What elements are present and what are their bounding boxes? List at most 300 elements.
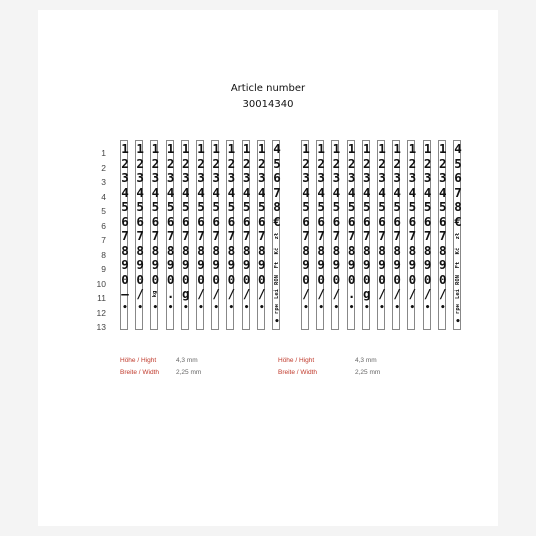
strip-character: 0	[182, 271, 190, 287]
strip-character: 9	[332, 257, 341, 272]
type-strip	[301, 140, 309, 330]
strip-character: 0	[227, 271, 236, 287]
strip-character: 6	[197, 213, 205, 229]
strip-character: 0	[317, 271, 325, 287]
strip-character: 9	[197, 257, 205, 272]
strip-character	[181, 316, 191, 330]
strip-character: 8	[439, 242, 447, 258]
strip-character: /	[439, 286, 447, 301]
spec-label: Breite / Width	[278, 369, 318, 376]
strip-character: 2	[408, 155, 417, 171]
type-strip	[226, 140, 234, 330]
strip-character: /	[212, 286, 220, 301]
strip-character	[438, 316, 448, 330]
strip-character: 3	[378, 170, 386, 185]
strip-character: 6	[332, 213, 341, 229]
strip-character: /	[332, 286, 341, 301]
strip-character: 5	[332, 199, 341, 214]
row-number: 2	[101, 162, 106, 173]
strip-character: Lei	[455, 289, 461, 299]
strip-character: 4	[408, 184, 417, 200]
spec-value: 2,25 mm	[176, 369, 202, 376]
strip-character: 8	[212, 242, 220, 258]
strip-character: 6	[393, 213, 401, 229]
strip-character	[120, 316, 130, 330]
strip-character: грн	[274, 303, 280, 314]
strip-character: 4	[136, 184, 144, 200]
strip-character: 5	[166, 199, 175, 214]
strip-character: •	[122, 302, 128, 313]
strip-character: 1	[166, 141, 175, 156]
strip-character: грн	[455, 303, 461, 314]
strip-character: 0	[332, 271, 341, 287]
strip-character: 8	[166, 242, 175, 258]
strip-character: 1	[439, 141, 447, 156]
strip-character: 6	[212, 213, 220, 229]
strip-character: 9	[182, 257, 190, 272]
strip-character: •	[259, 302, 265, 313]
strip-character	[331, 316, 341, 330]
strip-character: 6	[166, 213, 175, 229]
strip-character: •	[379, 302, 385, 313]
strip-character: 6	[408, 213, 417, 229]
strip-character	[392, 316, 402, 330]
strip-character: •	[364, 302, 370, 313]
strip-character: 5	[273, 155, 281, 171]
strip-character: 2	[182, 155, 190, 171]
strip-character: 7	[258, 228, 266, 243]
strip-character: •	[213, 302, 219, 313]
article-heading: Article number	[230, 83, 306, 94]
strip-character: 0	[408, 271, 417, 287]
strip-character: 1	[258, 141, 266, 156]
strip-character: 8	[227, 242, 236, 258]
strip-character	[211, 316, 221, 330]
strip-character: 8	[197, 242, 205, 258]
strip-character: 6	[242, 213, 251, 229]
strip-character: 1	[242, 141, 251, 156]
strip-character: 4	[227, 184, 236, 200]
strip-character: 5	[423, 199, 432, 214]
strip-character: 0	[378, 271, 386, 287]
strip-character: 3	[151, 170, 160, 185]
strip-character: RON	[455, 274, 461, 285]
strip-character: 4	[302, 184, 310, 200]
strip-character: 0	[347, 271, 356, 287]
strip-character: 9	[136, 257, 144, 272]
strip-character: 7	[408, 228, 417, 243]
strip-character: 7	[212, 228, 220, 243]
strip-character: 5	[393, 199, 401, 214]
strip-character	[362, 316, 372, 330]
strip-character	[407, 316, 417, 330]
strip-character: 5	[258, 199, 266, 214]
strip-character: 3	[393, 170, 401, 185]
type-strip	[181, 140, 189, 330]
strip-character	[301, 316, 311, 330]
strip-character: •	[243, 302, 250, 313]
strip-character: 0	[302, 271, 310, 287]
strip-character: 6	[378, 213, 386, 229]
strip-character: •	[198, 302, 204, 313]
strip-character: 8	[182, 242, 190, 258]
strip-character: 3	[227, 170, 236, 185]
spec-value: 4,3 mm	[176, 357, 198, 364]
strip-character: 8	[378, 242, 386, 258]
strip-character: 8	[393, 242, 401, 258]
strip-character: 5	[378, 199, 386, 214]
row-number: 6	[101, 220, 106, 231]
strip-character: 5	[121, 199, 129, 214]
strip-character: 8	[258, 242, 266, 258]
strip-character: Ft	[455, 261, 461, 269]
type-strip	[407, 140, 415, 330]
strip-character: 2	[332, 155, 341, 171]
strip-character: 8	[136, 242, 144, 258]
strip-character: 2	[439, 155, 447, 171]
strip-character: 9	[347, 257, 356, 272]
strip-character: /	[302, 286, 310, 301]
strip-character: 9	[227, 257, 236, 272]
strip-character: 6	[439, 213, 447, 229]
strip-character: /	[317, 286, 325, 301]
type-strip	[120, 140, 128, 330]
strip-character: 1	[378, 141, 386, 156]
strip-character: •	[274, 317, 280, 327]
spec-label: Höhe / Hight	[120, 357, 157, 364]
strip-character: 7	[273, 184, 281, 200]
strip-character: 7	[393, 228, 401, 243]
strip-character: 8	[121, 242, 129, 258]
strip-character: 0	[423, 271, 432, 287]
strip-character: 7	[423, 228, 432, 243]
strip-character: 5	[136, 199, 144, 214]
strip-character	[135, 316, 145, 330]
strip-character	[242, 316, 252, 330]
strip-character: 0	[258, 271, 266, 287]
strip-character: •	[394, 302, 400, 313]
spec-label: Höhe / Hight	[278, 357, 315, 364]
strip-character: 4	[439, 184, 447, 200]
strip-character: 5	[302, 199, 310, 214]
strip-character: 5	[347, 199, 356, 214]
strip-character: 9	[212, 257, 220, 272]
strip-character: 3	[317, 170, 325, 185]
strip-character: 0	[166, 271, 175, 287]
type-strip	[392, 140, 400, 330]
article-number: 30014340	[242, 99, 294, 110]
strip-character: 0	[212, 271, 220, 287]
strip-character: 6	[121, 213, 129, 229]
strip-character: 1	[227, 141, 236, 156]
strip-character: 3	[182, 170, 190, 185]
strip-character: /	[378, 286, 386, 301]
strip-character: .	[166, 286, 175, 301]
strip-character: /	[258, 286, 266, 301]
type-strip	[331, 140, 339, 330]
strip-character: 7	[242, 228, 251, 243]
strip-character	[196, 316, 206, 330]
strip-character: 6	[227, 213, 236, 229]
strip-character: 6	[151, 213, 160, 229]
strip-character: •	[183, 302, 189, 313]
strip-character: 1	[182, 141, 190, 156]
strip-character: 2	[197, 155, 205, 171]
strip-character: 6	[182, 213, 190, 229]
row-number: 5	[101, 206, 106, 216]
strip-character: •	[333, 302, 340, 313]
strip-character: 5	[182, 199, 190, 214]
strip-character: 6	[363, 213, 371, 229]
strip-character: 7	[151, 228, 160, 243]
strip-character: g	[363, 286, 371, 301]
strip-character: Lei	[274, 289, 280, 299]
strip-character: 7	[454, 184, 462, 200]
strip-character: 7	[136, 228, 144, 243]
type-strip	[347, 140, 355, 330]
strip-character: g	[182, 286, 190, 301]
strip-character: •	[455, 317, 461, 327]
strip-character: 2	[378, 155, 386, 171]
strip-character: 4	[197, 184, 205, 200]
strip-character: 0	[121, 271, 129, 287]
strip-character: 1	[363, 141, 371, 156]
strip-character: 3	[258, 170, 266, 185]
strip-character: –	[121, 286, 129, 301]
strip-character	[257, 316, 267, 330]
strip-character: /	[423, 286, 432, 301]
type-strip	[135, 140, 143, 330]
type-strip	[377, 140, 385, 330]
strip-character: •	[424, 302, 431, 313]
strip-character: 3	[423, 170, 432, 185]
strip-character: 2	[212, 155, 220, 171]
strip-character: 5	[363, 199, 371, 214]
strip-character: /	[197, 286, 205, 301]
strip-character	[150, 316, 160, 330]
type-strip	[362, 140, 370, 330]
strip-character: 8	[151, 242, 160, 258]
type-strip	[242, 140, 250, 330]
strip-character: 2	[363, 155, 371, 171]
strip-character: 3	[408, 170, 417, 185]
strip-character: 8	[454, 199, 462, 214]
strip-character: 4	[121, 184, 129, 200]
strip-character: 5	[454, 155, 462, 171]
strip-character: 6	[258, 213, 266, 229]
strip-character: 8	[423, 242, 432, 258]
strip-character: 0	[393, 271, 401, 287]
strip-character: •	[228, 302, 235, 313]
strip-character: 6	[423, 213, 432, 229]
strip-character: 3	[121, 170, 129, 185]
strip-character: 7	[363, 228, 371, 243]
strip-character: 8	[317, 242, 325, 258]
strip-character: 9	[378, 257, 386, 272]
strip-character: 4	[166, 184, 175, 200]
strip-character: 8	[408, 242, 417, 258]
strip-character: 2	[136, 155, 144, 171]
type-strip	[257, 140, 265, 330]
strip-character	[347, 316, 357, 330]
strip-character: 4	[363, 184, 371, 200]
strip-character: 9	[439, 257, 447, 272]
strip-character: 1	[393, 141, 401, 156]
strip-character: 4	[332, 184, 341, 200]
type-strip	[272, 140, 280, 330]
strip-character: 7	[197, 228, 205, 243]
type-strip	[166, 140, 174, 330]
type-strip	[211, 140, 219, 330]
strip-character: 2	[166, 155, 175, 171]
strip-character: 9	[166, 257, 175, 272]
strip-character: 4	[151, 184, 160, 200]
strip-character: 4	[393, 184, 401, 200]
strip-character	[377, 316, 387, 330]
strip-character: 9	[363, 257, 371, 272]
strip-character: 9	[302, 257, 310, 272]
strip-character: 3	[347, 170, 356, 185]
strip-character: 6	[347, 213, 356, 229]
strip-character: 1	[136, 141, 144, 156]
strip-character: €	[454, 213, 462, 229]
spec-value: 2,25 mm	[355, 369, 381, 376]
strip-character: 6	[454, 170, 462, 185]
strip-character: 9	[258, 257, 266, 272]
row-number: 3	[101, 177, 106, 187]
strip-character: •	[348, 302, 355, 313]
row-number: 12	[96, 307, 106, 318]
type-strip	[438, 140, 446, 330]
strip-character: 7	[121, 228, 129, 243]
strip-character: 9	[121, 257, 129, 272]
strip-character: 7	[378, 228, 386, 243]
strip-character: 5	[242, 199, 251, 214]
strip-character: Kč	[274, 247, 280, 254]
strip-character: 1	[347, 141, 356, 156]
strip-character: 2	[121, 155, 129, 171]
strip-character: 7	[302, 228, 310, 243]
strip-character: 6	[317, 213, 325, 229]
strip-character: 4	[258, 184, 266, 200]
strip-character: 9	[151, 257, 160, 272]
spec-label: Breite / Width	[120, 369, 160, 376]
strip-character: 8	[273, 199, 281, 214]
strip-character: 2	[317, 155, 325, 171]
strip-character: 6	[273, 170, 281, 185]
strip-character: 3	[136, 170, 144, 185]
strip-character: 7	[182, 228, 190, 243]
strip-character: 0	[136, 271, 144, 287]
strip-character: 5	[408, 199, 417, 214]
strip-character: Kč	[455, 247, 461, 254]
strip-character: 1	[121, 141, 129, 156]
strip-character	[226, 316, 236, 330]
strip-character: 1	[317, 141, 325, 156]
strip-character: /	[242, 286, 251, 301]
strip-character: 4	[317, 184, 325, 200]
strip-character	[423, 316, 433, 330]
strip-character: 4	[242, 184, 251, 200]
strip-character: /	[408, 286, 417, 301]
row-number: 8	[101, 249, 106, 260]
strip-character: 1	[423, 141, 432, 156]
strip-character: 1	[332, 141, 341, 156]
strip-character: 2	[347, 155, 356, 171]
strip-character: 4	[182, 184, 190, 200]
strip-character: /	[227, 286, 236, 301]
strip-character: 4	[423, 184, 432, 200]
strip-character: 8	[332, 242, 341, 258]
strip-character: 6	[136, 213, 144, 229]
strip-character: 8	[242, 242, 251, 258]
strip-character: 4	[378, 184, 386, 200]
row-number: 13	[96, 322, 106, 332]
strip-character: 7	[317, 228, 325, 243]
row-number: 1	[101, 148, 106, 158]
strip-character: 2	[151, 155, 160, 171]
strip-character: 1	[302, 141, 310, 156]
row-number: 4	[101, 191, 106, 202]
strip-character: 9	[242, 257, 251, 272]
strip-character: 2	[258, 155, 266, 171]
strip-character: 8	[302, 242, 310, 258]
strip-character: 1	[212, 141, 220, 156]
strip-character: 5	[439, 199, 447, 214]
type-strip	[316, 140, 324, 330]
strip-character: 3	[332, 170, 341, 185]
strip-character: 3	[302, 170, 310, 185]
strip-character: 1	[408, 141, 417, 156]
strip-character: 7	[332, 228, 341, 243]
strip-character: 0	[439, 271, 447, 287]
strip-character: 6	[302, 213, 310, 229]
strip-character: 2	[393, 155, 401, 171]
strip-character: •	[303, 302, 309, 313]
strip-character: 2	[302, 155, 310, 171]
strip-character: €	[273, 213, 281, 229]
row-number: 7	[101, 235, 106, 245]
strip-character: 9	[317, 257, 325, 272]
strip-character: 3	[166, 170, 175, 185]
strip-character: 7	[439, 228, 447, 243]
strip-character: 5	[317, 199, 325, 214]
strip-character	[166, 316, 176, 330]
strip-character: •	[137, 302, 143, 313]
strip-character: 5	[151, 199, 160, 214]
strip-character: 9	[408, 257, 417, 272]
strip-character: 9	[423, 257, 432, 272]
strip-character: 4	[273, 141, 281, 156]
strip-character: 8	[363, 242, 371, 258]
strip-character: 3	[439, 170, 447, 185]
strip-character: 7	[347, 228, 356, 243]
strip-character: kg	[152, 290, 159, 298]
strip-character: 0	[363, 271, 371, 287]
strip-character: RON	[274, 274, 280, 285]
type-strip	[423, 140, 431, 330]
strip-character: 0	[242, 271, 251, 287]
strip-character: 4	[212, 184, 220, 200]
type-strip	[150, 140, 158, 330]
strip-character: 9	[393, 257, 401, 272]
strip-character: 3	[363, 170, 371, 185]
strip-character: Ft	[274, 261, 280, 269]
strip-character: •	[318, 302, 324, 313]
strip-character	[316, 316, 326, 330]
strip-character: •	[167, 302, 174, 313]
strip-character: •	[440, 302, 446, 313]
